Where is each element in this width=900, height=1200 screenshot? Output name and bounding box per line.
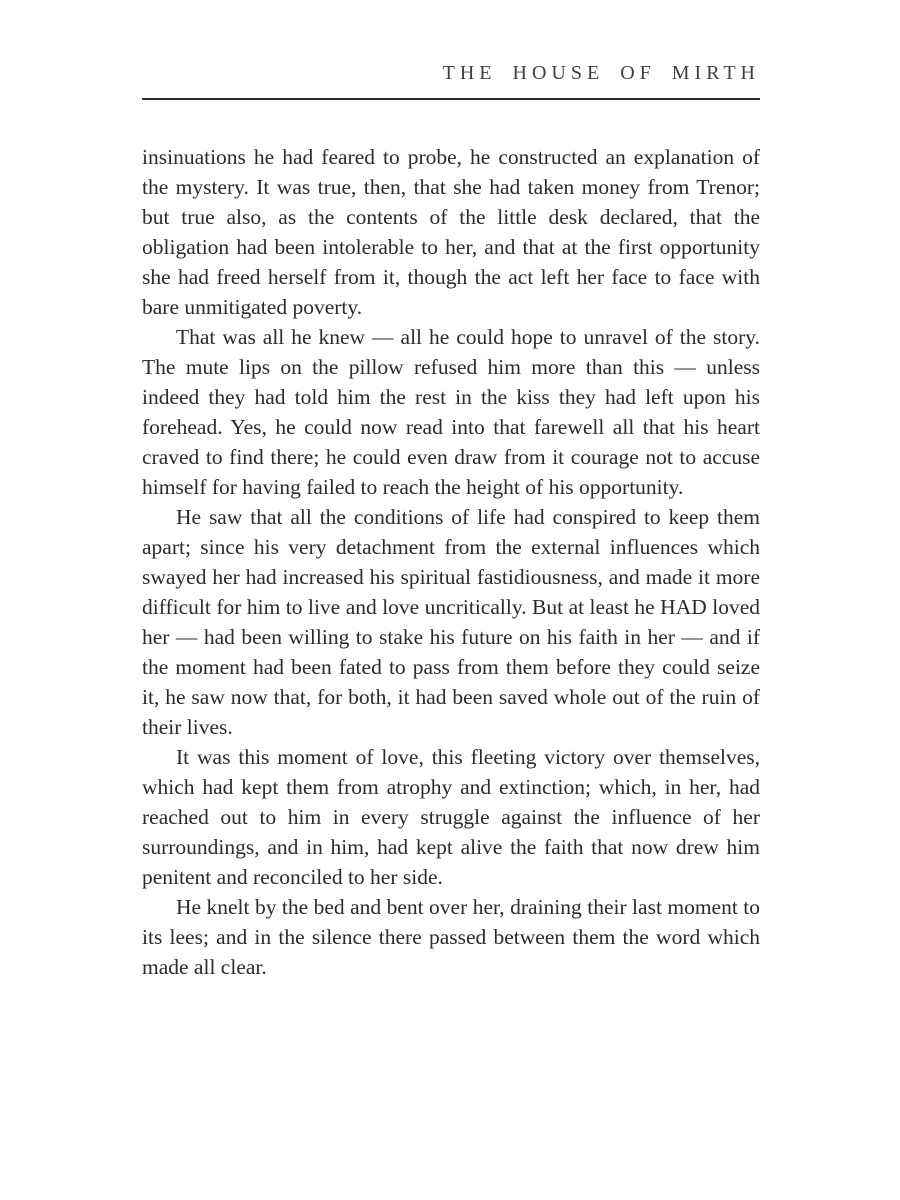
paragraph: He saw that all the conditions of life had conspired to keep them apart; since his very detachment from the external influences which swayed her had increased his spiritual fastidiousness, and made it more difficult for him to live and love uncritically. But at least he HAD loved her — had been willing to stake his future on his faith in her — and if the moment had been fated to pass from them before they could seize it, he saw now that, for both, it had been saved whole out of the ruin of their lives. <box>142 505 760 739</box>
paragraph: That was all he knew — all he could hope to unravel of the story. The mute lips on the pillow refused him more than this — unless indeed they had told him the rest in the kiss they had left upon his forehead. Yes, he could now read into that farewell all that his heart craved to find there; he could even draw from it courage not to accuse himself for having failed to reach the height of his opportunity. <box>142 325 760 499</box>
paragraph: insinuations he had feared to probe, he constructed an explanation of the mystery. It was true, then, that she had taken money from Trenor; but true also, as the contents of the little desk declared, that the obligation had been intolerable to her, and that at the first opportunity she had freed herself from it, though the act left her face to face with bare unmitigated poverty. <box>142 145 760 319</box>
paragraph: It was this moment of love, this fleeting victory over themselves, which had kept them from atrophy and extinction; which, in her, had reached out to him in every struggle against the influence of her surroundings, and in him, had kept alive the faith that now drew him penitent and reconciled to her side. <box>142 745 760 889</box>
text-column <box>142 62 760 982</box>
page-body <box>142 142 760 982</box>
header-rule <box>142 98 760 100</box>
running-head-title: THE HOUSE OF MIRTH <box>442 62 760 84</box>
page-header <box>142 62 760 100</box>
paragraph: He knelt by the bed and bent over her, draining their last moment to its lees; and in the silence there passed between them the word which made all clear. <box>142 895 760 979</box>
